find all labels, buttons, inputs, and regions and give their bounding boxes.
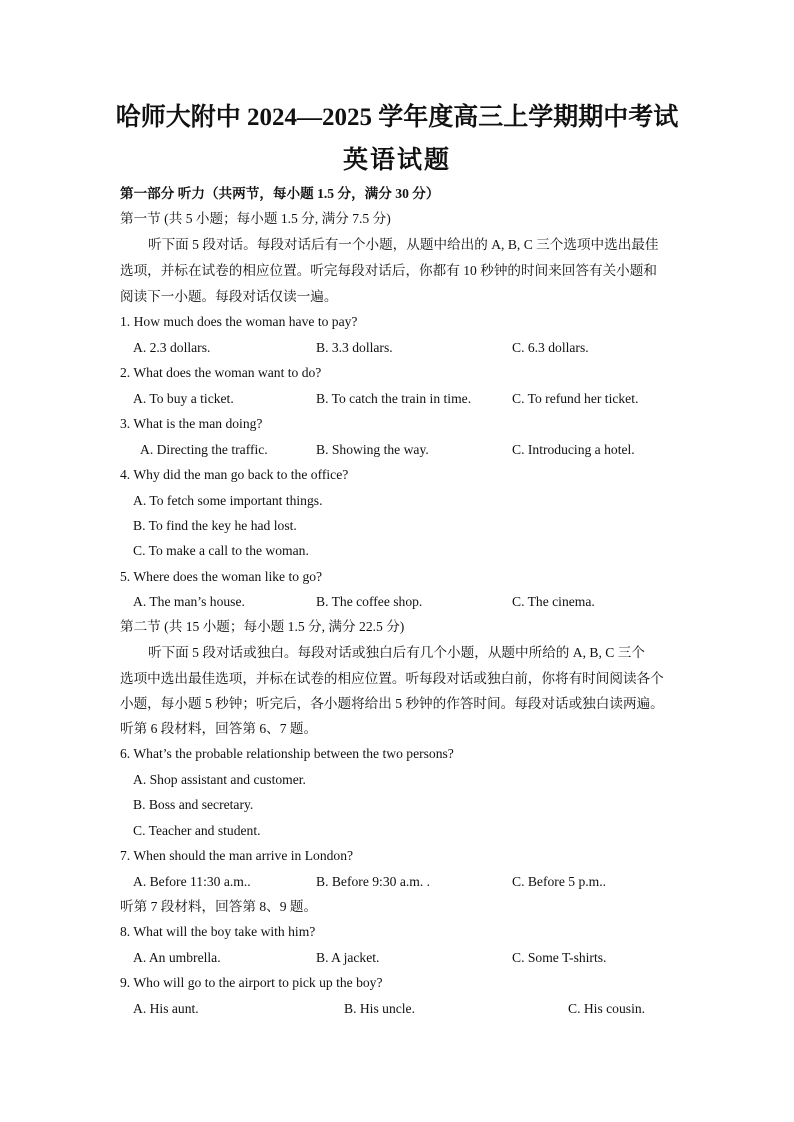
option-b: B. 3.3 dollars. <box>316 340 393 355</box>
option-c: C. To make a call to the woman. <box>133 543 309 558</box>
question-stem: 8. What will the boy take with him? <box>120 924 316 939</box>
option-a: A. To buy a ticket. <box>133 391 234 406</box>
option-c: C. Introducing a hotel. <box>512 442 635 457</box>
material-instruction: 听第 6 段材料，回答第 6、7 题。 <box>120 721 318 736</box>
option-b: B. Before 9:30 a.m. . <box>316 874 431 889</box>
question-stem: 6. What’s the probable relationship between the two persons? <box>120 746 454 761</box>
option-b: B. The coffee shop. <box>316 594 423 609</box>
option-c: C. Before 5 p.m.. <box>512 874 607 889</box>
section2-instruction-line: 选项中选出最佳选项，并标在试卷的相应位置。听每段对话或独白前，你将有时间阅读各个 <box>120 671 664 686</box>
option-a: A. His aunt. <box>133 1001 199 1016</box>
section1-instruction-line: 阅读下一小题。每段对话仅读一遍。 <box>120 289 338 304</box>
option-b: B. Showing the way. <box>316 442 429 457</box>
section1-heading: 第一节 (共 5 小题；每小题 1.5 分, 满分 7.5 分) <box>120 211 391 226</box>
section2-instruction-line: 小题，每小题 5 秒钟；听完后，各小题将给出 5 秒钟的作答时间。每段对话或独白读两遍。 <box>120 696 664 711</box>
option-a: A. Shop assistant and customer. <box>133 772 306 787</box>
option-a: A. The man’s house. <box>133 594 245 609</box>
option-c: C. Some T-shirts. <box>512 950 607 965</box>
question-stem: 9. Who will go to the airport to pick up the boy? <box>120 975 383 990</box>
section2-heading: 第二节 (共 15 小题；每小题 1.5 分, 满分 22.5 分) <box>120 619 405 634</box>
exam-title: 哈师大附中 2024—2025 学年度高三上学期期中考试 <box>115 104 679 131</box>
option-c: C. To refund her ticket. <box>512 391 639 406</box>
option-c: C. The cinema. <box>512 594 595 609</box>
option-a: A. 2.3 dollars. <box>133 340 211 355</box>
exam-subject-title: 英语试题 <box>342 147 451 174</box>
question-stem: 7. When should the man arrive in London? <box>120 848 354 863</box>
material-instruction: 听第 7 段材料，回答第 8、9 题。 <box>120 899 318 914</box>
option-b: B. His uncle. <box>344 1001 415 1016</box>
question-stem: 2. What does the woman want to do? <box>120 365 322 380</box>
option-c: C. 6.3 dollars. <box>512 340 589 355</box>
option-a: A. An umbrella. <box>133 950 221 965</box>
section2-instruction-line: 听下面 5 段对话或独白。每段对话或独白后有几个小题，从题中所给的 A, B, C 三个 <box>148 645 645 660</box>
question-stem: 4. Why did the man go back to the office? <box>120 467 349 482</box>
option-a: A. Directing the traffic. <box>140 442 268 457</box>
question-stem: 1. How much does the woman have to pay? <box>120 314 358 329</box>
part1-heading: 第一部分 听力（共两节，每小题 1.5 分，满分 30 分） <box>120 186 440 201</box>
option-c: C. Teacher and student. <box>133 823 261 838</box>
option-b: B. To find the key he had lost. <box>133 518 297 533</box>
section1-instruction-line: 听下面 5 段对话。每段对话后有一个小题，从题中给出的 A, B, C 三个选项中选出最佳 <box>148 237 659 252</box>
option-c: C. His cousin. <box>568 1001 646 1016</box>
option-a: A. To fetch some important things. <box>133 493 323 508</box>
option-b: B. A jacket. <box>316 950 380 965</box>
option-b: B. To catch the train in time. <box>316 391 472 406</box>
question-stem: 3. What is the man doing? <box>120 416 263 431</box>
question-stem: 5. Where does the woman like to go? <box>120 569 323 584</box>
section1-instruction-line: 选项，并标在试卷的相应位置。听完每段对话后，你都有 10 秒钟的时间来回答有关小题和 <box>120 263 657 278</box>
option-a: A. Before 11:30 a.m.. <box>133 874 251 889</box>
option-b: B. Boss and secretary. <box>133 797 254 812</box>
